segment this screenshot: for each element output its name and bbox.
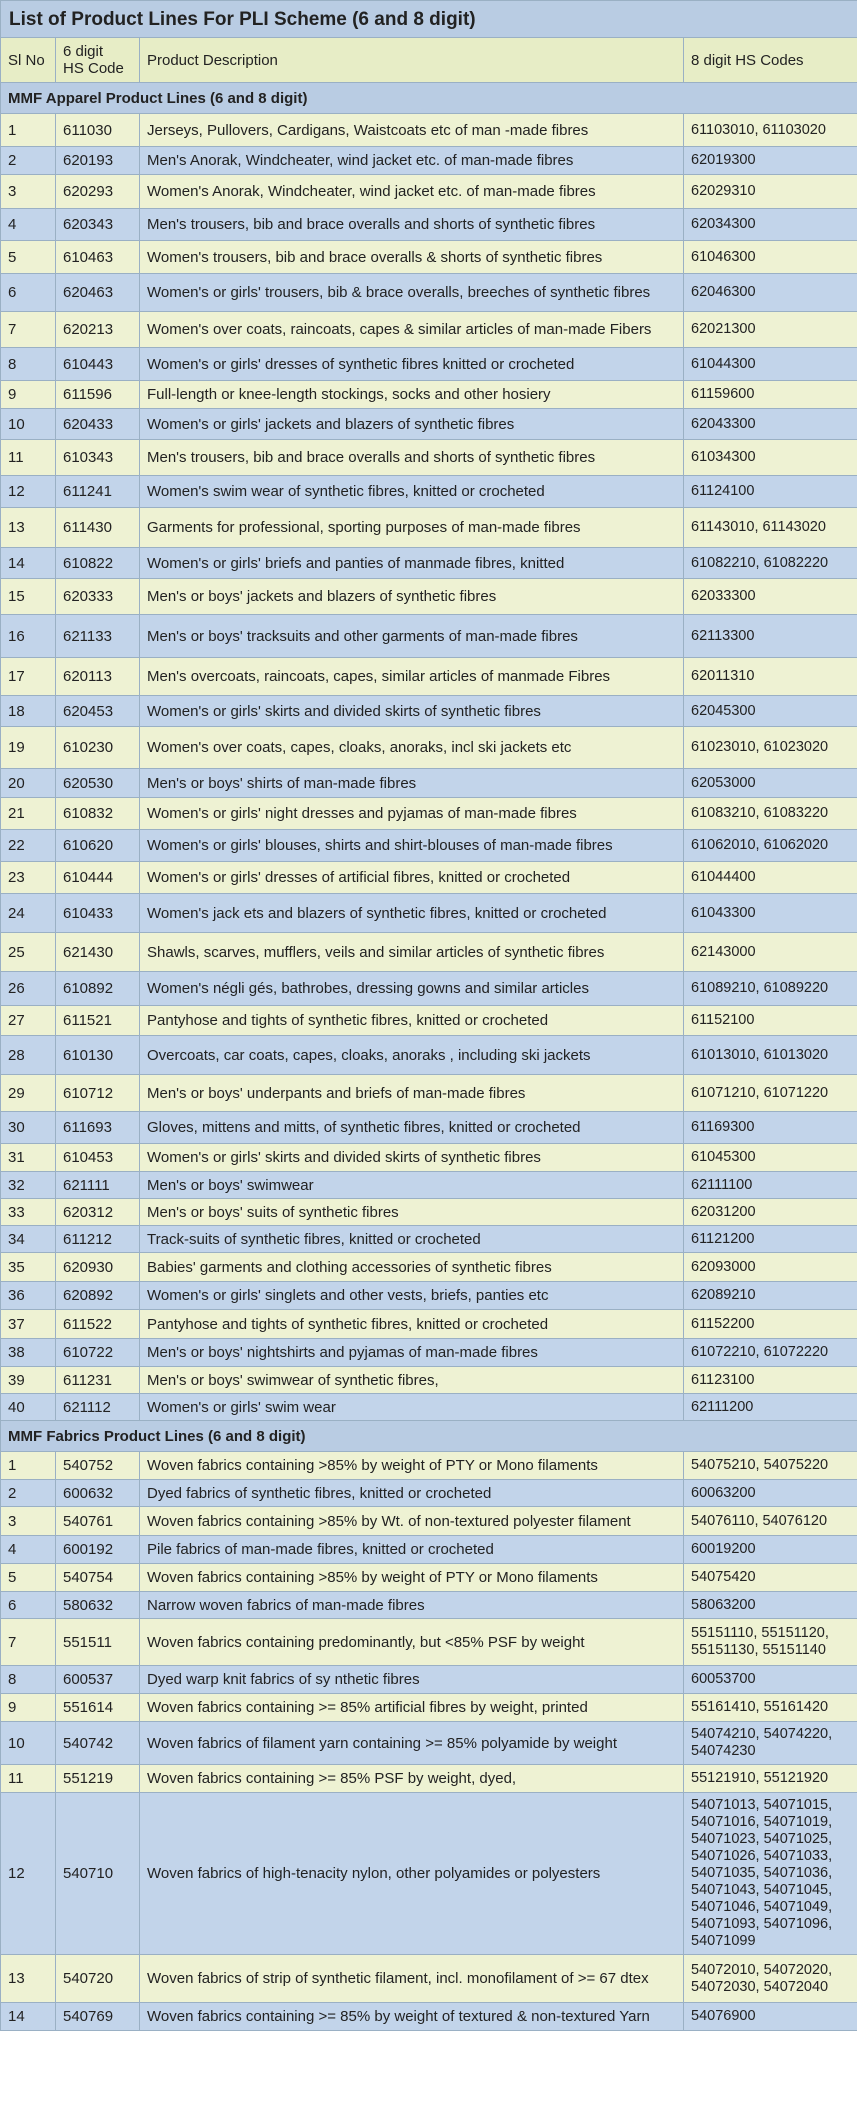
cell-sl-no: 40 (1, 1394, 56, 1421)
cell-hs6-code: 611030 (56, 114, 140, 147)
cell-description: Women's or girls' trousers, bib & brace overalls, breeches of synthetic fibres (140, 274, 684, 312)
cell-hs8-codes: 60019200 (684, 1536, 857, 1564)
cell-hs8-codes: 62053000 (684, 769, 857, 798)
cell-description: Woven fabrics containing predominantly, but <85% PSF by weight (140, 1619, 684, 1666)
table-row (1, 727, 857, 769)
cell-hs6-code: 540769 (56, 2003, 140, 2031)
cell-hs8-codes: 61023010, 61023020 (684, 727, 857, 769)
cell-hs8-codes: 54072010, 54072020, 54072030, 54072040 (684, 1955, 857, 2003)
cell-hs6-code: 580632 (56, 1592, 140, 1619)
cell-sl-no: 7 (1, 312, 56, 348)
cell-sl-no: 33 (1, 1199, 56, 1226)
table-row (1, 1199, 857, 1226)
cell-sl-no: 7 (1, 1619, 56, 1666)
cell-hs8-codes: 60063200 (684, 1480, 857, 1507)
cell-sl-no: 22 (1, 830, 56, 862)
cell-hs6-code: 620312 (56, 1199, 140, 1226)
cell-sl-no: 4 (1, 1536, 56, 1564)
cell-hs8-codes: 54075210, 54075220 (684, 1452, 857, 1480)
cell-hs8-codes: 62093000 (684, 1253, 857, 1282)
table-row (1, 1592, 857, 1619)
cell-description: Women's or girls' dresses of synthetic fibres knitted or crocheted (140, 348, 684, 381)
cell-sl-no: 16 (1, 615, 56, 658)
cell-hs8-codes: 61044300 (684, 348, 857, 381)
table-row (1, 1282, 857, 1310)
cell-sl-no: 34 (1, 1226, 56, 1253)
cell-hs8-codes: 61044400 (684, 862, 857, 894)
cell-description: Pile fabrics of man-made fibres, knitted or crocheted (140, 1536, 684, 1564)
cell-hs6-code: 620213 (56, 312, 140, 348)
cell-description: Pantyhose and tights of synthetic fibres, knitted or crocheted (140, 1310, 684, 1339)
table-row (1, 440, 857, 476)
cell-sl-no: 28 (1, 1036, 56, 1075)
cell-description: Men's or boys' underpants and briefs of man-made fibres (140, 1075, 684, 1112)
cell-hs8-codes: 61046300 (684, 241, 857, 274)
cell-sl-no: 19 (1, 727, 56, 769)
table-row (1, 894, 857, 933)
cell-hs6-code: 620293 (56, 175, 140, 209)
table-row (1, 348, 857, 381)
section-title: MMF Apparel Product Lines (6 and 8 digit) (1, 83, 857, 114)
cell-sl-no: 21 (1, 798, 56, 830)
cell-hs8-codes: 62033300 (684, 579, 857, 615)
table-row (1, 1722, 857, 1765)
cell-description: Dyed fabrics of synthetic fibres, knitted or crocheted (140, 1480, 684, 1507)
cell-hs6-code: 540761 (56, 1507, 140, 1536)
header-hs6-line2: HS Code (63, 60, 124, 77)
cell-hs6-code: 610343 (56, 440, 140, 476)
table-row (1, 1619, 857, 1666)
cell-sl-no: 10 (1, 409, 56, 440)
cell-hs6-code: 611241 (56, 476, 140, 508)
table-row (1, 1507, 857, 1536)
cell-sl-no: 4 (1, 209, 56, 241)
cell-sl-no: 36 (1, 1282, 56, 1310)
cell-hs6-code: 610722 (56, 1339, 140, 1367)
cell-description: Babies' garments and clothing accessories of synthetic fibres (140, 1253, 684, 1282)
header-product-description: Product Description (140, 38, 684, 83)
cell-description: Woven fabrics containing >85% by weight of PTY or Mono filaments (140, 1452, 684, 1480)
cell-description: Women's or girls' dresses of artificial fibres, knitted or crocheted (140, 862, 684, 894)
cell-description: Women's or girls' singlets and other vests, briefs, panties etc (140, 1282, 684, 1310)
cell-hs8-codes: 62043300 (684, 409, 857, 440)
cell-hs8-codes: 54074210, 54074220, 54074230 (684, 1722, 857, 1765)
cell-description: Women's or girls' skirts and divided skirts of synthetic fibres (140, 696, 684, 727)
cell-description: Men's or boys' swimwear (140, 1172, 684, 1199)
table-row (1, 1075, 857, 1112)
cell-description: Woven fabrics containing >85% by weight of PTY or Mono filaments (140, 1564, 684, 1592)
cell-hs6-code: 620343 (56, 209, 140, 241)
cell-description: Women's or girls' swim wear (140, 1394, 684, 1421)
cell-sl-no: 2 (1, 1480, 56, 1507)
table-row (1, 1955, 857, 2003)
cell-hs8-codes: 62045300 (684, 696, 857, 727)
table-row (1, 1339, 857, 1367)
cell-hs8-codes: 61071210, 61071220 (684, 1075, 857, 1112)
table-title: List of Product Lines For PLI Scheme (6 and 8 digit) (1, 1, 857, 38)
cell-hs6-code: 620930 (56, 1253, 140, 1282)
cell-hs6-code: 611212 (56, 1226, 140, 1253)
header-row (1, 38, 857, 83)
table-row (1, 769, 857, 798)
cell-sl-no: 15 (1, 579, 56, 615)
table-row (1, 1310, 857, 1339)
section-header-row (1, 1421, 857, 1452)
cell-hs8-codes: 61072210, 61072220 (684, 1339, 857, 1367)
cell-hs8-codes: 61089210, 61089220 (684, 972, 857, 1006)
cell-description: Jerseys, Pullovers, Cardigans, Waistcoats etc of man -made fibres (140, 114, 684, 147)
cell-hs8-codes: 62089210 (684, 1282, 857, 1310)
cell-sl-no: 5 (1, 241, 56, 274)
table-row (1, 1452, 857, 1480)
cell-sl-no: 30 (1, 1112, 56, 1144)
cell-sl-no: 38 (1, 1339, 56, 1367)
cell-description: Men's overcoats, raincoats, capes, similar articles of manmade Fibres (140, 658, 684, 696)
table-row (1, 1666, 857, 1694)
cell-sl-no: 13 (1, 1955, 56, 2003)
cell-sl-no: 39 (1, 1367, 56, 1394)
cell-description: Narrow woven fabrics of man-made fibres (140, 1592, 684, 1619)
cell-sl-no: 1 (1, 114, 56, 147)
table-row (1, 1564, 857, 1592)
cell-description: Gloves, mittens and mitts, of synthetic fibres, knitted or crocheted (140, 1112, 684, 1144)
cell-hs8-codes: 61152200 (684, 1310, 857, 1339)
table-row (1, 381, 857, 409)
cell-sl-no: 17 (1, 658, 56, 696)
cell-hs8-codes: 62111200 (684, 1394, 857, 1421)
cell-hs8-codes: 62111100 (684, 1172, 857, 1199)
cell-hs6-code: 611430 (56, 508, 140, 548)
cell-hs8-codes: 54075420 (684, 1564, 857, 1592)
cell-hs6-code: 610443 (56, 348, 140, 381)
cell-hs6-code: 610463 (56, 241, 140, 274)
cell-hs6-code: 540720 (56, 1955, 140, 2003)
cell-hs6-code: 610453 (56, 1144, 140, 1172)
header-6-digit-hs-code (56, 38, 140, 83)
cell-description: Full-length or knee-length stockings, socks and other hosiery (140, 381, 684, 409)
cell-hs8-codes: 62011310 (684, 658, 857, 696)
cell-sl-no: 12 (1, 476, 56, 508)
cell-hs8-codes: 61152100 (684, 1006, 857, 1036)
cell-hs6-code: 611596 (56, 381, 140, 409)
table-title-row (1, 1, 857, 38)
cell-sl-no: 11 (1, 1765, 56, 1793)
table-row (1, 1536, 857, 1564)
table-row (1, 933, 857, 972)
cell-hs8-codes: 62143000 (684, 933, 857, 972)
cell-hs6-code: 551614 (56, 1694, 140, 1722)
cell-description: Men's or boys' swimwear of synthetic fibres, (140, 1367, 684, 1394)
cell-hs6-code: 611522 (56, 1310, 140, 1339)
cell-hs6-code: 600537 (56, 1666, 140, 1694)
cell-hs6-code: 540754 (56, 1564, 140, 1592)
cell-sl-no: 5 (1, 1564, 56, 1592)
cell-description: Women's or girls' skirts and divided skirts of synthetic fibres (140, 1144, 684, 1172)
cell-hs8-codes: 62029310 (684, 175, 857, 209)
cell-description: Men's or boys' shirts of man-made fibres (140, 769, 684, 798)
cell-hs6-code: 620333 (56, 579, 140, 615)
cell-hs6-code: 610433 (56, 894, 140, 933)
cell-hs8-codes: 61082210, 61082220 (684, 548, 857, 579)
cell-description: Pantyhose and tights of synthetic fibres, knitted or crocheted (140, 1006, 684, 1036)
cell-sl-no: 6 (1, 1592, 56, 1619)
cell-hs8-codes: 61083210, 61083220 (684, 798, 857, 830)
cell-sl-no: 14 (1, 2003, 56, 2031)
table-row (1, 1793, 857, 1955)
table-row (1, 1006, 857, 1036)
cell-description: Woven fabrics of high-tenacity nylon, other polyamides or polyesters (140, 1793, 684, 1955)
table-row (1, 972, 857, 1006)
cell-sl-no: 1 (1, 1452, 56, 1480)
cell-sl-no: 2 (1, 147, 56, 175)
cell-sl-no: 8 (1, 1666, 56, 1694)
table-row (1, 696, 857, 727)
cell-hs8-codes: 61034300 (684, 440, 857, 476)
cell-description: Woven fabrics of strip of synthetic filament, incl. monofilament of >= 67 dtex (140, 1955, 684, 2003)
cell-hs8-codes: 62019300 (684, 147, 857, 175)
table-row (1, 312, 857, 348)
header-sl-no: Sl No (1, 38, 56, 83)
table-row (1, 798, 857, 830)
cell-hs6-code: 620453 (56, 696, 140, 727)
table-row (1, 1226, 857, 1253)
cell-sl-no: 29 (1, 1075, 56, 1112)
table-row (1, 658, 857, 696)
cell-hs6-code: 610620 (56, 830, 140, 862)
cell-description: Woven fabrics containing >= 85% artificial fibres by weight, printed (140, 1694, 684, 1722)
cell-sl-no: 37 (1, 1310, 56, 1339)
cell-hs8-codes: 62113300 (684, 615, 857, 658)
table-row (1, 2003, 857, 2031)
cell-hs6-code: 621430 (56, 933, 140, 972)
cell-sl-no: 20 (1, 769, 56, 798)
table-row (1, 615, 857, 658)
cell-description: Men's Anorak, Windcheater, wind jacket etc. of man-made fibres (140, 147, 684, 175)
cell-sl-no: 11 (1, 440, 56, 476)
cell-description: Woven fabrics containing >85% by Wt. of non-textured polyester filament (140, 1507, 684, 1536)
cell-hs6-code: 621133 (56, 615, 140, 658)
cell-hs6-code: 611231 (56, 1367, 140, 1394)
cell-sl-no: 6 (1, 274, 56, 312)
table-row (1, 862, 857, 894)
table-row (1, 1172, 857, 1199)
cell-sl-no: 12 (1, 1793, 56, 1955)
cell-hs6-code: 621111 (56, 1172, 140, 1199)
cell-description: Women's over coats, capes, cloaks, anoraks, incl ski jackets etc (140, 727, 684, 769)
cell-hs8-codes: 54071013, 54071015, 54071016, 54071019, 54071023, 54071025, 54071026, 54071033, 54071035, 54071036, 54071043, 54071045, 54071046, 54071049, 54071093, 54071096, 54071099 (684, 1793, 857, 1955)
section-title: MMF Fabrics Product Lines (6 and 8 digit) (1, 1421, 857, 1452)
cell-hs6-code: 611521 (56, 1006, 140, 1036)
cell-hs6-code: 621112 (56, 1394, 140, 1421)
cell-description: Men's or boys' suits of synthetic fibres (140, 1199, 684, 1226)
cell-hs6-code: 620193 (56, 147, 140, 175)
cell-sl-no: 31 (1, 1144, 56, 1172)
cell-hs8-codes: 61043300 (684, 894, 857, 933)
cell-hs8-codes: 61103010, 61103020 (684, 114, 857, 147)
cell-hs6-code: 620433 (56, 409, 140, 440)
table-row (1, 175, 857, 209)
table-row (1, 1765, 857, 1793)
cell-description: Dyed warp knit fabrics of sy nthetic fibres (140, 1666, 684, 1694)
cell-hs8-codes: 61124100 (684, 476, 857, 508)
cell-hs6-code: 611693 (56, 1112, 140, 1144)
cell-description: Men's or boys' jackets and blazers of synthetic fibres (140, 579, 684, 615)
cell-description: Shawls, scarves, mufflers, veils and similar articles of synthetic fibres (140, 933, 684, 972)
cell-description: Woven fabrics containing >= 85% by weight of textured & non-textured Yarn (140, 2003, 684, 2031)
cell-description: Women's over coats, raincoats, capes & similar articles of man-made Fibers (140, 312, 684, 348)
cell-sl-no: 23 (1, 862, 56, 894)
cell-hs8-codes: 61121200 (684, 1226, 857, 1253)
table-row (1, 1253, 857, 1282)
cell-hs8-codes: 62034300 (684, 209, 857, 241)
cell-description: Woven fabrics of filament yarn containing >= 85% polyamide by weight (140, 1722, 684, 1765)
cell-description: Women's or girls' night dresses and pyjamas of man-made fibres (140, 798, 684, 830)
cell-description: Woven fabrics containing >= 85% PSF by weight, dyed, (140, 1765, 684, 1793)
cell-hs6-code: 610444 (56, 862, 140, 894)
cell-hs8-codes: 61169300 (684, 1112, 857, 1144)
cell-hs8-codes: 62021300 (684, 312, 857, 348)
cell-description: Garments for professional, sporting purposes of man-made fibres (140, 508, 684, 548)
cell-sl-no: 25 (1, 933, 56, 972)
table-row (1, 1144, 857, 1172)
cell-sl-no: 3 (1, 175, 56, 209)
table-row (1, 579, 857, 615)
cell-description: Women's négli gés, bathrobes, dressing gowns and similar articles (140, 972, 684, 1006)
table-row (1, 830, 857, 862)
cell-hs6-code: 610892 (56, 972, 140, 1006)
cell-hs8-codes: 61045300 (684, 1144, 857, 1172)
cell-hs8-codes: 62031200 (684, 1199, 857, 1226)
cell-hs6-code: 620113 (56, 658, 140, 696)
cell-hs6-code: 620530 (56, 769, 140, 798)
cell-hs6-code: 620892 (56, 1282, 140, 1310)
cell-sl-no: 3 (1, 1507, 56, 1536)
cell-hs8-codes: 60053700 (684, 1666, 857, 1694)
cell-description: Track-suits of synthetic fibres, knitted or crocheted (140, 1226, 684, 1253)
table-row (1, 409, 857, 440)
table-row (1, 548, 857, 579)
cell-hs8-codes: 54076900 (684, 2003, 857, 2031)
cell-sl-no: 27 (1, 1006, 56, 1036)
cell-hs6-code: 600632 (56, 1480, 140, 1507)
cell-hs6-code: 610712 (56, 1075, 140, 1112)
cell-description: Men's or boys' tracksuits and other garments of man-made fibres (140, 615, 684, 658)
table-row (1, 1367, 857, 1394)
cell-hs8-codes: 55151110, 55151120, 55151130, 55151140 (684, 1619, 857, 1666)
cell-description: Overcoats, car coats, capes, cloaks, anoraks , including ski jackets (140, 1036, 684, 1075)
section-header-row (1, 83, 857, 114)
cell-sl-no: 9 (1, 381, 56, 409)
cell-sl-no: 13 (1, 508, 56, 548)
cell-hs8-codes: 61143010, 61143020 (684, 508, 857, 548)
cell-hs6-code: 540710 (56, 1793, 140, 1955)
cell-description: Women's or girls' blouses, shirts and shirt-blouses of man-made fibres (140, 830, 684, 862)
table-row (1, 1694, 857, 1722)
cell-hs8-codes: 61062010, 61062020 (684, 830, 857, 862)
cell-description: Women's trousers, bib and brace overalls & shorts of synthetic fibres (140, 241, 684, 274)
cell-sl-no: 35 (1, 1253, 56, 1282)
cell-sl-no: 32 (1, 1172, 56, 1199)
cell-hs6-code: 540742 (56, 1722, 140, 1765)
table-row (1, 209, 857, 241)
cell-description: Men's trousers, bib and brace overalls and shorts of synthetic fibres (140, 440, 684, 476)
cell-description: Women's or girls' briefs and panties of manmade fibres, knitted (140, 548, 684, 579)
cell-hs6-code: 610230 (56, 727, 140, 769)
table-row (1, 508, 857, 548)
cell-hs6-code: 610130 (56, 1036, 140, 1075)
table-row (1, 241, 857, 274)
cell-hs6-code: 610822 (56, 548, 140, 579)
header-8-digit-hs-codes: 8 digit HS Codes (684, 38, 857, 83)
cell-hs8-codes: 62046300 (684, 274, 857, 312)
cell-description: Women's Anorak, Windcheater, wind jacket etc. of man-made fibres (140, 175, 684, 209)
table-row (1, 1394, 857, 1421)
table-row (1, 274, 857, 312)
cell-hs8-codes: 55121910, 55121920 (684, 1765, 857, 1793)
cell-hs6-code: 551219 (56, 1765, 140, 1793)
table-row (1, 1036, 857, 1075)
table-row (1, 1480, 857, 1507)
table-row (1, 114, 857, 147)
cell-hs8-codes: 58063200 (684, 1592, 857, 1619)
table-row (1, 147, 857, 175)
cell-description: Men's trousers, bib and brace overalls and shorts of synthetic fibres (140, 209, 684, 241)
cell-hs8-codes: 61123100 (684, 1367, 857, 1394)
cell-hs6-code: 600192 (56, 1536, 140, 1564)
cell-sl-no: 9 (1, 1694, 56, 1722)
cell-description: Women's jack ets and blazers of synthetic fibres, knitted or crocheted (140, 894, 684, 933)
cell-sl-no: 10 (1, 1722, 56, 1765)
cell-hs6-code: 551511 (56, 1619, 140, 1666)
cell-description: Women's swim wear of synthetic fibres, knitted or crocheted (140, 476, 684, 508)
cell-hs6-code: 620463 (56, 274, 140, 312)
cell-hs8-codes: 55161410, 55161420 (684, 1694, 857, 1722)
cell-hs8-codes: 61159600 (684, 381, 857, 409)
table-row (1, 1112, 857, 1144)
header-hs6-line1: 6 digit (63, 43, 104, 60)
cell-description: Men's or boys' nightshirts and pyjamas of man-made fibres (140, 1339, 684, 1367)
cell-sl-no: 26 (1, 972, 56, 1006)
cell-sl-no: 14 (1, 548, 56, 579)
cell-hs6-code: 610832 (56, 798, 140, 830)
cell-sl-no: 18 (1, 696, 56, 727)
cell-hs6-code: 540752 (56, 1452, 140, 1480)
cell-hs8-codes: 54076110, 54076120 (684, 1507, 857, 1536)
cell-hs8-codes: 61013010, 61013020 (684, 1036, 857, 1075)
cell-description: Women's or girls' jackets and blazers of synthetic fibres (140, 409, 684, 440)
cell-sl-no: 24 (1, 894, 56, 933)
table-row (1, 476, 857, 508)
cell-sl-no: 8 (1, 348, 56, 381)
